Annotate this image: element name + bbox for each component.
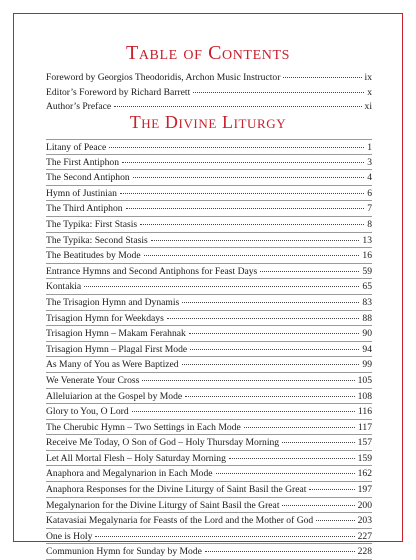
- entry-title: Let All Mortal Flesh – Holy Saturday Morning: [46, 452, 226, 464]
- dot-leader: [216, 473, 355, 474]
- dot-leader: [95, 536, 354, 537]
- entry-title: The Trisagion Hymn and Dynamis: [46, 296, 180, 308]
- toc-entry[interactable]: [46, 170, 372, 186]
- toc-entry[interactable]: [46, 373, 372, 389]
- dot-leader: [142, 380, 354, 381]
- dot-leader: [189, 333, 360, 334]
- page-number: 197: [357, 484, 372, 496]
- entry-title: Glory to You, O Lord: [46, 406, 129, 418]
- entry-title: The Typika: First Stasis: [46, 218, 138, 230]
- page-number: ix: [364, 72, 372, 83]
- dot-leader: [132, 411, 355, 412]
- entry-title: Kontakia: [46, 281, 82, 293]
- entry-title: Trisagion Hymn – Plagal First Mode: [46, 343, 188, 355]
- toc-entry[interactable]: [46, 420, 372, 436]
- section-heading: The Divine Liturgy: [129, 112, 287, 132]
- page-number: 228: [357, 546, 372, 558]
- entry-title: Litany of Peace: [46, 142, 107, 153]
- page-number: 227: [357, 530, 372, 542]
- page-number: 88: [362, 312, 372, 324]
- toc-entry[interactable]: [46, 186, 372, 202]
- page-number: x: [367, 86, 372, 98]
- toc-entry[interactable]: [46, 357, 372, 373]
- page-number: 162: [357, 468, 372, 480]
- entry-title: The Second Antiphon: [46, 172, 130, 184]
- entry-title: Entrance Hymns and Second Antiphons for Feast Days: [46, 265, 258, 277]
- page-number: 108: [357, 390, 372, 402]
- dot-leader: [84, 286, 359, 287]
- toc-entry[interactable]: [46, 264, 372, 280]
- dot-leader: [109, 147, 364, 148]
- toc-entry[interactable]: [46, 451, 372, 467]
- entry-title: The First Antiphon: [46, 156, 120, 168]
- dot-leader: [120, 193, 364, 194]
- toc-entry[interactable]: [46, 326, 372, 342]
- dot-leader: [205, 551, 355, 552]
- dot-leader: [229, 458, 355, 459]
- entry-title: Receive Me Today, O Son of God – Holy Thursday Morning: [46, 437, 280, 449]
- page-number: 157: [357, 437, 372, 449]
- page-number: 90: [362, 328, 372, 340]
- dot-leader: [185, 396, 354, 397]
- dot-leader: [114, 106, 361, 107]
- toc-entry[interactable]: [46, 498, 372, 514]
- entry-title: As Many of You as Were Baptized: [46, 359, 179, 371]
- entry-title: Anaphora Responses for the Divine Liturgy of Saint Basil the Great: [46, 484, 307, 496]
- page-number: 203: [357, 515, 372, 527]
- entry-title: Trisagion Hymn – Makam Ferahnak: [46, 328, 186, 340]
- page-number: 1: [367, 142, 372, 153]
- dot-leader: [282, 505, 354, 506]
- entry-title: Hymn of Justinian: [46, 187, 117, 199]
- entry-title: The Third Antiphon: [46, 203, 123, 215]
- page-number: 13: [362, 234, 372, 246]
- toc-heading: Table of Contents: [126, 42, 290, 64]
- dot-leader: [309, 489, 354, 490]
- dot-leader: [316, 520, 354, 521]
- dot-leader: [190, 349, 359, 350]
- dot-leader: [182, 364, 360, 365]
- toc-entry[interactable]: [46, 248, 372, 264]
- page-number: 16: [362, 250, 372, 262]
- entry-title: Megalynarion for the Divine Liturgy of Saint Basil the Great: [46, 499, 280, 511]
- page-number: 159: [357, 452, 372, 464]
- toc-entry[interactable]: [46, 482, 372, 498]
- dot-leader: [260, 271, 359, 272]
- dot-leader: [151, 240, 360, 241]
- page-number: 200: [357, 499, 372, 511]
- entry-title: Katavasiai Megalynaria for Feasts of the Lord and the Mother of God: [46, 515, 314, 527]
- entry-title: The Beatitudes by Mode: [46, 250, 141, 262]
- toc-entry[interactable]: [46, 71, 372, 86]
- entry-title: Communion Hymn for Sunday by Mode: [46, 546, 202, 558]
- entry-title: Author’s Preface: [46, 101, 112, 112]
- toc-entry[interactable]: [46, 342, 372, 358]
- page-number: 8: [367, 218, 372, 230]
- dot-leader: [244, 427, 355, 428]
- entry-title: Editor’s Foreword by Richard Barrett: [46, 86, 191, 98]
- toc-entry[interactable]: [46, 86, 372, 101]
- toc-entry[interactable]: [46, 295, 372, 311]
- toc-entry[interactable]: [46, 233, 372, 249]
- page-number: xi: [364, 101, 372, 112]
- page-number: 4: [367, 172, 372, 184]
- entry-title: The Cherubic Hymn – Two Settings in Each Mode: [46, 421, 241, 433]
- toc-entry[interactable]: [46, 139, 372, 155]
- dot-leader: [140, 224, 364, 225]
- page-number: 3: [367, 156, 372, 168]
- entry-title: Anaphora and Megalynarion in Each Mode: [46, 468, 213, 480]
- toc-entry[interactable]: [46, 513, 372, 529]
- dot-leader: [126, 208, 365, 209]
- toc-entry[interactable]: [46, 311, 372, 327]
- page-number: 105: [357, 374, 372, 386]
- toc-entry[interactable]: [46, 435, 372, 451]
- entry-title: Foreword by Georgios Theodoridis, Archon Music Instructor: [46, 72, 281, 83]
- dot-leader: [182, 302, 359, 303]
- dot-leader: [144, 255, 360, 256]
- dot-leader: [282, 442, 355, 443]
- dot-leader: [133, 177, 365, 178]
- entry-title: The Typika: Second Stasis: [46, 234, 148, 246]
- page-number: 117: [357, 421, 372, 433]
- front-matter-list: [46, 71, 372, 115]
- entry-title: One is Holy: [46, 530, 93, 542]
- toc-entry[interactable]: [46, 217, 372, 233]
- liturgy-list: [46, 139, 372, 560]
- dot-leader: [167, 318, 360, 319]
- toc-entry[interactable]: [46, 404, 372, 420]
- dot-leader: [193, 92, 364, 93]
- toc-entry[interactable]: [46, 529, 372, 545]
- entry-title: Trisagion Hymn for Weekdays: [46, 312, 164, 324]
- toc-entry[interactable]: [46, 155, 372, 171]
- page-number: 65: [362, 281, 372, 293]
- page-number: 7: [367, 203, 372, 215]
- dot-leader: [283, 77, 361, 78]
- page-number: 83: [362, 296, 372, 308]
- toc-entry[interactable]: [46, 279, 372, 295]
- page-number: 116: [357, 406, 372, 418]
- toc-entry[interactable]: [46, 466, 372, 482]
- toc-entry[interactable]: [46, 389, 372, 405]
- toc-entry[interactable]: [46, 544, 372, 560]
- page-number: 94: [362, 343, 372, 355]
- page-number: 59: [362, 265, 372, 277]
- entry-title: We Venerate Your Cross: [46, 374, 140, 386]
- dot-leader: [122, 162, 364, 163]
- page-number: 99: [362, 359, 372, 371]
- toc-entry[interactable]: [46, 201, 372, 217]
- entry-title: Alleluiarion at the Gospel by Mode: [46, 390, 183, 402]
- page-number: 6: [367, 187, 372, 199]
